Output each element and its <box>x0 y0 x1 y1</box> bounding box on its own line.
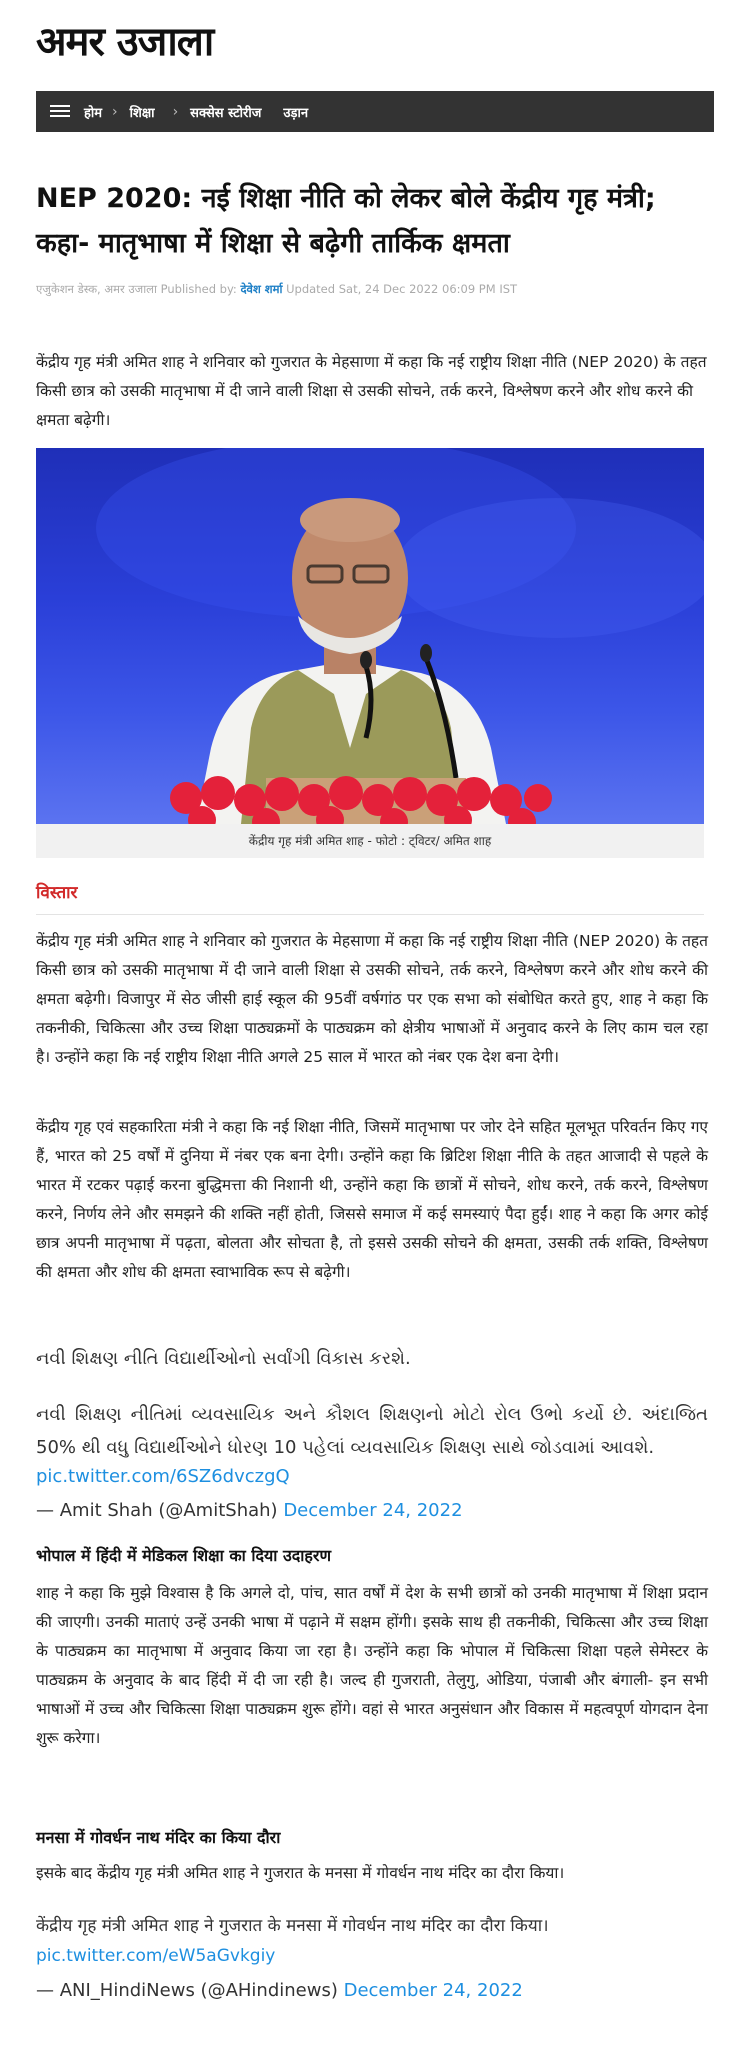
byline-author[interactable]: देवेश शर्मा <box>240 282 283 296</box>
subheading-mansa: मनसा में गोवर्धन नाथ मंदिर का किया दौरा <box>36 1828 281 1847</box>
tweet-1-author: — Amit Shah (@AmitShah) <box>36 1500 278 1521</box>
tweet-2-attribution <box>36 1980 523 2001</box>
nav-item-success-stories[interactable]: सक्सेस स्टोरीज <box>190 105 262 121</box>
tweet-2-author: — ANI_HindiNews (@AHindinews) <box>36 1980 338 2001</box>
nav-item-udaan[interactable]: उड़ान <box>283 105 309 121</box>
image-caption: केंद्रीय गृह मंत्री अमित शाह - फोटो : ट्विटर/ अमित शाह <box>36 824 704 858</box>
section-divider <box>36 914 704 915</box>
tweet-2-text: केंद्रीय गृह मंत्री अमित शाह ने गुजरात के मनसा में गोवर्धन नाथ मंदिर का दौरा किया। <box>36 1916 549 1936</box>
nav-item-education[interactable]: शिक्षा <box>129 105 155 121</box>
hamburger-menu-icon[interactable] <box>50 105 70 118</box>
article-byline <box>36 282 517 297</box>
site-logo[interactable]: अमर उजाला <box>36 18 214 65</box>
breadcrumb-nav <box>36 91 714 132</box>
tweet-1-line-1: નવી શિક્ષણ નીતિ વિદ્યાર્થીઓનો સર્વાંગી વિકાસ કરશે. <box>36 1348 411 1369</box>
byline-updated-label: Updated <box>286 282 336 296</box>
article-paragraph-1: केंद्रीय गृह मंत्री अमित शाह ने शनिवार को गुजरात के मेहसाणा में कहा कि नई राष्ट्रीय शिक्षा नीति (NEP 2020) के तहत किसी छात्र को उसकी मातृभाषा में दी जाने वाली शिक्षा से उसकी सोचने, तर्क करने, विश्लेषण करने और शोध करने की क्षमता बढ़ेगी। विजापुर में सेठ जीसी हाई स्कूल की 95वीं वर्षगांठ पर एक सभा को संबोधित करते हुए, शाह ने कहा कि तकनीकी, चिकित्सा और उच्च शिक्षा पाठ्यक्रमों के पाठ्यक्रम को क्षेत्रीय भाषाओं में अनुवाद करने के लिए काम चल रहा है। उन्होंने कहा कि नई राष्ट्रीय शिक्षा नीति अगले 25 साल में भारत को नंबर एक देश बना देगी। <box>36 932 708 1066</box>
tweet-1-date-link[interactable]: December 24, 2022 <box>283 1500 463 1521</box>
byline-desk: एजुकेशन डेस्क, अमर उजाला <box>36 282 157 296</box>
section-label: विस्तार <box>36 883 78 903</box>
byline-updated-time: Sat, 24 Dec 2022 06:09 PM IST <box>338 282 518 296</box>
speaker-illustration <box>36 448 704 824</box>
article-photo <box>36 448 704 824</box>
chevron-right-icon: › <box>112 103 118 120</box>
chevron-right-icon: › <box>172 103 179 120</box>
tweet-1-attribution <box>36 1500 463 1521</box>
byline-published-label: Published by: <box>160 282 237 296</box>
article-paragraph-4: इसके बाद केंद्रीय गृह मंत्री अमित शाह ने गुजरात के मनसा में गोवर्धन नाथ मंदिर का दौरा किया। <box>36 1864 565 1882</box>
tweet-2-date-link[interactable]: December 24, 2022 <box>343 1980 523 2001</box>
tweet-1-link[interactable]: pic.twitter.com/6SZ6dvczgQ <box>36 1466 290 1487</box>
article-summary: केंद्रीय गृह मंत्री अमित शाह ने शनिवार को गुजरात के मेहसाणा में कहा कि नई राष्ट्रीय शिक्षा नीति (NEP 2020) के तहत किसी छात्र को उसकी मातृभाषा में दी जाने वाली शिक्षा से उसकी सोचने, तर्क करने, विश्लेषण करने और शोध करने की क्षमता बढ़ेगी। <box>36 353 707 429</box>
nav-item-home[interactable]: होम <box>84 105 103 121</box>
article-paragraph-2: केंद्रीय गृह एवं सहकारिता मंत्री ने कहा कि नई शिक्षा नीति, जिसमें मातृभाषा पर जोर देने सहित मूलभूत परिवर्तन किए गए हैं, भारत को 25 वर्षों में दुनिया में नंबर एक बना देगी। उन्होंने कहा कि ब्रिटिश शिक्षा नीति के तहत आजादी से पहले के भारत में रटकर पढ़ाई करना बुद्धिमत्ता की निशानी थी, उन्होंने कहा कि छात्रों में सोचने, शोध करने, तर्क करने, विश्लेषण करने, निर्णय लेने और समझने की शक्ति नहीं होती, जिससे समाज में कई समस्याएं पैदा हुईं। शाह ने कहा कि अगर कोई छात्र अपनी मातृभाषा में पढ़ता, बोलता और सोचता है, तो इससे उसकी सोचने की क्षमता, उसकी तर्क शक्ति, विश्लेषण की क्षमता और शोध की क्षमता स्वाभाविक रूप से बढ़ेगी। <box>36 1118 708 1281</box>
article-paragraph-3: शाह ने कहा कि मुझे विश्वास है कि अगले दो, पांच, सात वर्षों में देश के सभी छात्रों को उनकी मातृभाषा में शिक्षा प्रदान की जाएगी। उनकी माताएं उन्हें उनकी भाषा में पढ़ाने में सक्षम होंगी। इसके साथ ही तकनीकी, चिकित्सा और उच्च शिक्षा के पाठ्यक्रम का मातृभाषा में अनुवाद किया जा रहा है। उन्होंने कहा कि भोपाल में चिकित्सा शिक्षा पहले सेमेस्टर के पाठ्यक्रम के अनुवाद के बाद हिंदी में दी जा रही है। जल्द ही गुजराती, तेलुगु, ओडिया, पंजाबी और बंगाली- इन सभी भाषाओं में उच्च और चिकित्सा शिक्षा पाठ्यक्रम शुरू होंगे। वहां से भारत अनुसंधान और विकास में महत्वपूर्ण योगदान देना शुरू करेगा। <box>36 1584 708 1747</box>
tweet-1-line-2: નવી શિક્ષણ નીતિમાં વ્યવસાયિક અને કૌશલ શિક્ષણનો મોટો રોલ ઉભો કર્યો છે. અંદાજિત 50% થી વધુ વિદ્યાર્થીઓને ધોરણ 10 પહેલાં વ્યવસાયિક શિક્ષણ સાથે જોડવામાં આવશે. <box>36 1404 708 1458</box>
tweet-2-link[interactable]: pic.twitter.com/eW5aGvkgiy <box>36 1946 276 1966</box>
article-headline: NEP 2020: नई शिक्षा नीति को लेकर बोले केंद्रीय गृह मंत्री; कहा- मातृभाषा में शिक्षा से बढ़ेगी तार्किक क्षमता <box>36 183 656 259</box>
subheading-bhopal: भोपाल में हिंदी में मेडिकल शिक्षा का दिया उदाहरण <box>36 1546 332 1565</box>
